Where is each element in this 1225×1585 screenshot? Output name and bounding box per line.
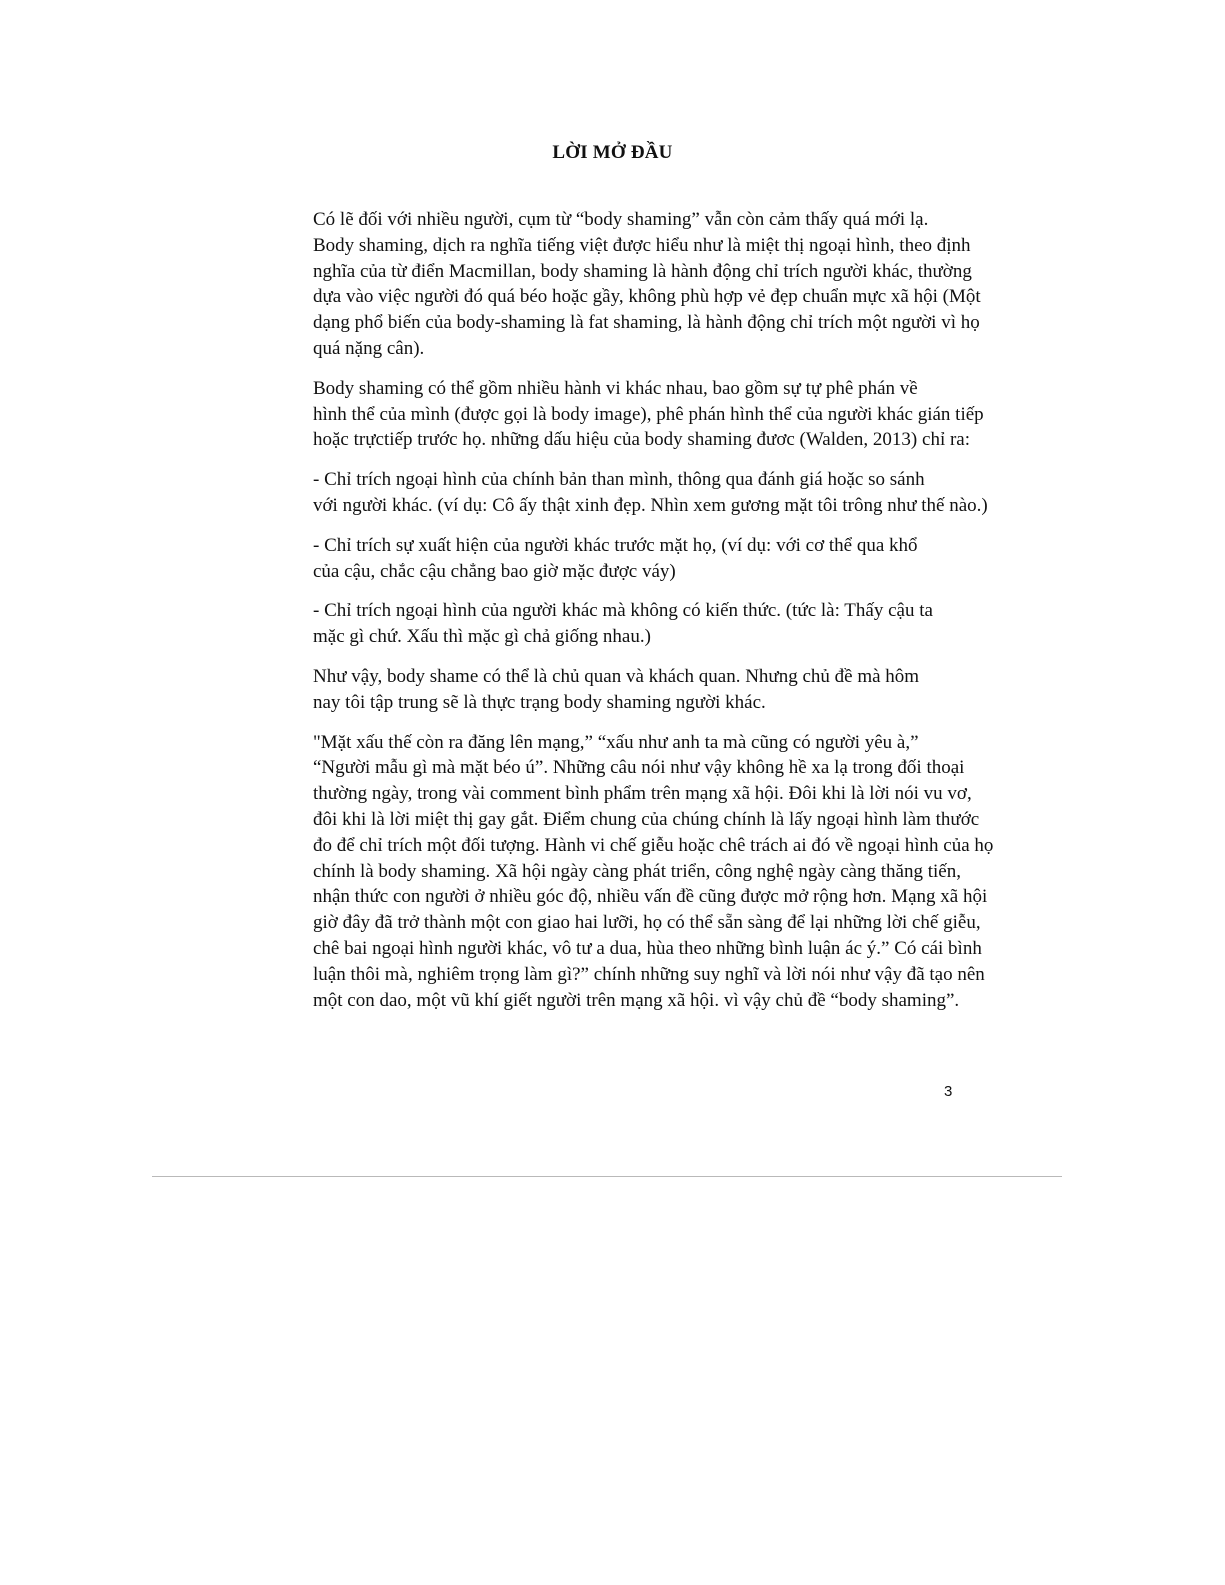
text-line: quá nặng cân).: [313, 337, 425, 359]
text-line: hình thể của mình (được gọi là body image), phê phán hình thể của người khác gián tiếp: [313, 403, 984, 425]
text-line: hoặc trựctiếp trước họ. những dấu hiệu của body shaming đươc (Walden, 2013) chỉ ra:: [313, 429, 971, 451]
text-line: với người khác. (ví dụ: Cô ấy thật xinh đẹp. Nhìn xem gương mặt tôi trông như thế nào.): [313, 494, 988, 516]
text-line: của cậu, chắc cậu chẳng bao giờ mặc được váy): [313, 560, 676, 582]
body-text: [260, 207, 994, 1027]
paragraph-4: [260, 533, 960, 585]
text-line: mặc gì chứ. Xấu thì mặc gì chả giống nhau.): [313, 626, 651, 648]
text-line: “Người mẫu gì mà mặt béo ú”. Những câu nói như vậy không hề xa lạ trong đối thoại: [313, 757, 965, 779]
text-line: - Chỉ trích ngoại hình của chính bản than mình, thông qua đánh giá hoặc so sánh: [313, 469, 925, 491]
text-line: dạng phổ biến của body-shaming là fat shaming, là hành động chỉ trích một người vì họ: [313, 312, 980, 334]
text-line: đo để chỉ trích một đối tượng. Hành vi chế giễu hoặc chê trách ai đó về ngoại hình của họ: [313, 834, 994, 856]
text-line: chê bai ngoại hình người khác, vô tư a dua, hùa theo những bình luận ác ý.” Có cái bình: [313, 937, 982, 959]
text-line: Body shaming, dịch ra nghĩa tiếng việt được hiểu như là miệt thị ngoại hình, theo định: [313, 234, 971, 256]
text-line: nghĩa của từ điển Macmillan, body shaming là hành động chỉ trích người khác, thường: [313, 260, 972, 282]
page-divider: [152, 1176, 1062, 1177]
text-line: luận thôi mà, nghiêm trọng làm gì?” chính những suy nghĩ và lời nói như vậy đã tạo nên: [313, 963, 985, 985]
text-line: nhận thức con người ở nhiều góc độ, nhiều vấn đề cũng được mở rộng hơn. Mạng xã hội: [313, 886, 988, 908]
paragraph-3: [260, 467, 988, 519]
paragraph-7: [260, 730, 994, 1014]
text-line: - Chỉ trích ngoại hình của người khác mà không có kiến thức. (tức là: Thấy cậu ta: [313, 600, 933, 622]
text-line: Như vậy, body shame có thể là chủ quan và khách quan. Nhưng chủ đề mà hôm: [313, 665, 920, 687]
page-title: LỜI MỞ ĐẦU: [552, 142, 673, 163]
text-line: một con dao, một vũ khí giết người trên mạng xã hội. vì vậy chủ đề “body shaming”.: [313, 989, 960, 1011]
text-line: "Mặt xấu thế còn ra đăng lên mạng,” “xấu như anh ta mà cũng có người yêu à,”: [313, 731, 919, 753]
paragraph-5: [260, 598, 960, 650]
text-line: giờ đây đã trở thành một con giao hai lưỡi, họ có thể sẵn sàng để lại những lời chế giễu,: [313, 912, 981, 934]
text-line: nay tôi tập trung sẽ là thực trạng body shaming người khác.: [313, 691, 766, 713]
text-line: dựa vào việc người đó quá béo hoặc gầy, không phù hợp vẻ đẹp chuẩn mực xã hội (Một: [313, 286, 981, 308]
text-line: đôi khi là lời miệt thị gay gắt. Điểm chung của chúng chính là lấy ngoại hình làm thước: [313, 808, 980, 830]
paragraph-6: [260, 664, 960, 716]
text-line: Body shaming có thể gồm nhiều hành vi khác nhau, bao gồm sự tự phê phán về: [313, 377, 918, 399]
paragraph-1: [260, 207, 981, 362]
text-line: Có lẽ đối với nhiều người, cụm từ “body shaming” vẫn còn cảm thấy quá mới lạ.: [313, 209, 929, 230]
text-line: chính là body shaming. Xã hội ngày càng phát triển, công nghệ ngày càng thăng tiến,: [313, 860, 961, 882]
page-number: 3: [944, 1083, 953, 1100]
text-line: - Chỉ trích sự xuất hiện của người khác trước mặt họ, (ví dụ: với cơ thể qua khổ: [313, 534, 918, 556]
paragraph-2: [260, 376, 984, 453]
text-line: thường ngày, trong vài comment bình phẩm trên mạng xã hội. Đôi khi là lời nói vu vơ,: [313, 783, 972, 805]
